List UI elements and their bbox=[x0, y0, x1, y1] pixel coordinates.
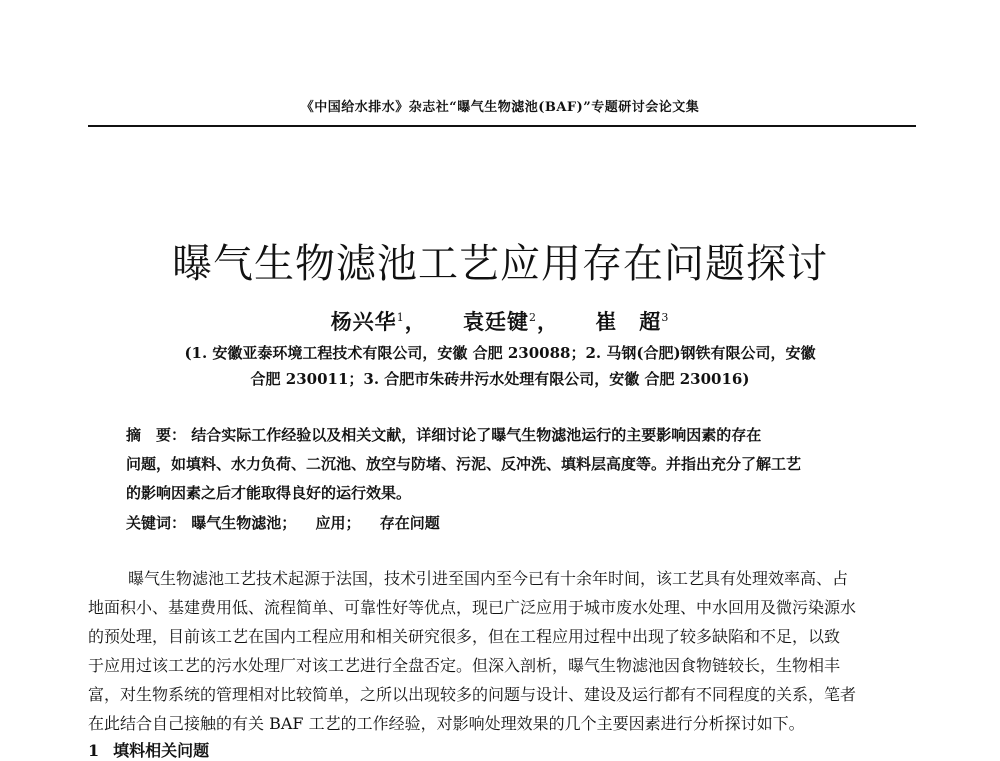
section-title: 填料相关问题 bbox=[113, 741, 210, 760]
running-header: 《中国给水排水》杂志社“曝气生物滤池(BAF)”专题研讨会论文集 bbox=[300, 100, 700, 115]
author-3: 崔 超$^3$ bbox=[595, 309, 670, 334]
body-paragraph-line: 的预处理，目前该工艺在国内工程应用和相关研究很多，但在工程应用过程中出现了较多缺陷和不足，以致 bbox=[88, 627, 841, 646]
keyword: 曝气生物滤池； bbox=[191, 514, 297, 532]
section-heading bbox=[88, 738, 209, 761]
keyword: 应用； bbox=[315, 514, 361, 532]
keywords-line bbox=[126, 512, 440, 533]
affiliation-line: (1. 安徽亚泰环境工程技术有限公司，安徽 合肥 230088；2. 马钢(合肥)钢铁有限公司，安徽 bbox=[184, 344, 816, 362]
body-paragraph-line: 于应用过该工艺的污水处理厂对该工艺进行全盘否定。但深入剖析，曝气生物滤池因食物链较长，生物相丰 bbox=[88, 656, 841, 675]
body-paragraph-line: 在此结合自己接触的有关 BAF 工艺的工作经验，对影响处理效果的几个主要因素进行分析探讨如下。 bbox=[88, 714, 805, 733]
abstract-label: 摘 要： bbox=[126, 426, 187, 444]
abstract-line bbox=[126, 424, 761, 445]
body-paragraph-line: 富，对生物系统的管理相对比较简单，之所以出现较多的问题与设计、建设及运行都有不同程度的关系，笔者 bbox=[88, 685, 857, 704]
paper-title: 曝气生物滤池工艺应用存在问题探讨 bbox=[172, 241, 828, 287]
section-number: 1 bbox=[88, 741, 100, 760]
header-rule bbox=[88, 125, 916, 127]
author-1: 杨兴华$^1$， bbox=[330, 309, 427, 334]
keywords-label: 关键词： bbox=[126, 514, 187, 532]
abstract-line: 问题，如填料、水力负荷、二沉池、放空与防堵、污泥、反冲洗、填料层高度等。并指出充分了解工艺 bbox=[126, 455, 802, 473]
keyword: 存在问题 bbox=[379, 514, 440, 532]
abstract-text: 结合实际工作经验以及相关文献，详细讨论了曝气生物滤池运行的主要影响因素的存在 bbox=[191, 426, 762, 444]
author-2: 袁廷键$^2$， bbox=[463, 309, 559, 334]
author-list bbox=[0, 306, 1000, 336]
affiliation-line: 合肥 230011；3. 合肥市朱砖井污水处理有限公司，安徽 合肥 230016) bbox=[250, 370, 750, 388]
abstract-line: 的影响因素之后才能取得良好的运行效果。 bbox=[126, 484, 412, 502]
body-paragraph-line: 地面积小、基建费用低、流程简单、可靠性好等优点，现已广泛应用于城市废水处理、中水回用及微污染源水 bbox=[88, 598, 857, 617]
body-paragraph-line: 曝气生物滤池工艺技术起源于法国，技术引进至国内至今已有十余年时间，该工艺具有处理效率高、占 bbox=[128, 569, 849, 588]
